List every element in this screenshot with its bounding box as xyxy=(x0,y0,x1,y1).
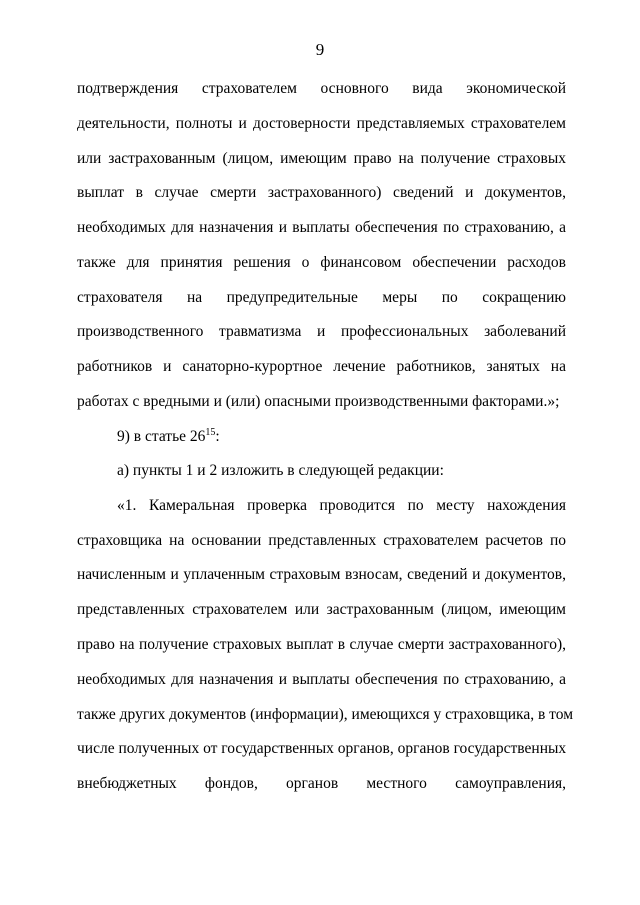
text-line: также других документов (информации), имеющихся у страховщика, в том xyxy=(77,706,574,723)
text-line: деятельности, полноты и достоверности представляемых страхователем xyxy=(77,115,566,132)
text-line: «1. Камеральная проверка проводится по месту нахождения xyxy=(117,497,566,514)
text-line: числе полученных от государственных органов, органов государственных xyxy=(77,740,567,757)
text-line: производственного травматизма и профессиональных заболеваний xyxy=(77,323,566,340)
article-suffix: : xyxy=(215,428,220,445)
text-line: а) пункты 1 и 2 изложить в следующей редакции: xyxy=(117,462,444,479)
text-line: представленных страхователем или застрахованным (лицом, имеющим xyxy=(77,601,566,618)
text-line: необходимых для назначения и выплаты обеспечения по страхованию, а xyxy=(77,671,566,688)
text-line: 9) в статье 26 xyxy=(117,428,206,445)
text-line: страховщика на основании представленных страхователем расчетов по xyxy=(77,532,566,549)
page-number: 9 xyxy=(315,40,325,59)
text-line: право на получение страховых выплат в случае смерти застрахованного), xyxy=(77,636,566,653)
text-line: необходимых для назначения и выплаты обеспечения по страхованию, а xyxy=(77,219,566,236)
text-line: подтверждения страхователем основного вида экономической xyxy=(77,80,566,97)
text-line: работах с вредными и (или) опасными производственными факторами.»; xyxy=(77,393,560,410)
text-line: выплат в случае смерти застрахованного) сведений и документов, xyxy=(77,184,566,201)
list-item-heading xyxy=(117,427,566,447)
text-line: работников и санаторно-курортное лечение работников, занятых на xyxy=(77,358,566,375)
text-line: начисленным и уплаченным страховым взносам, сведений и документов, xyxy=(77,566,566,583)
text-line: также для принятия решения о финансовом обеспечении расходов xyxy=(77,254,566,271)
text-line: страхователя на предупредительные меры по сокращению xyxy=(77,289,566,306)
text-line: или застрахованным (лицом, имеющим право на получение страховых xyxy=(77,150,566,167)
text-line: внебюджетных фондов, органов местного самоуправления, xyxy=(77,775,566,792)
article-superscript: 15 xyxy=(205,427,216,438)
